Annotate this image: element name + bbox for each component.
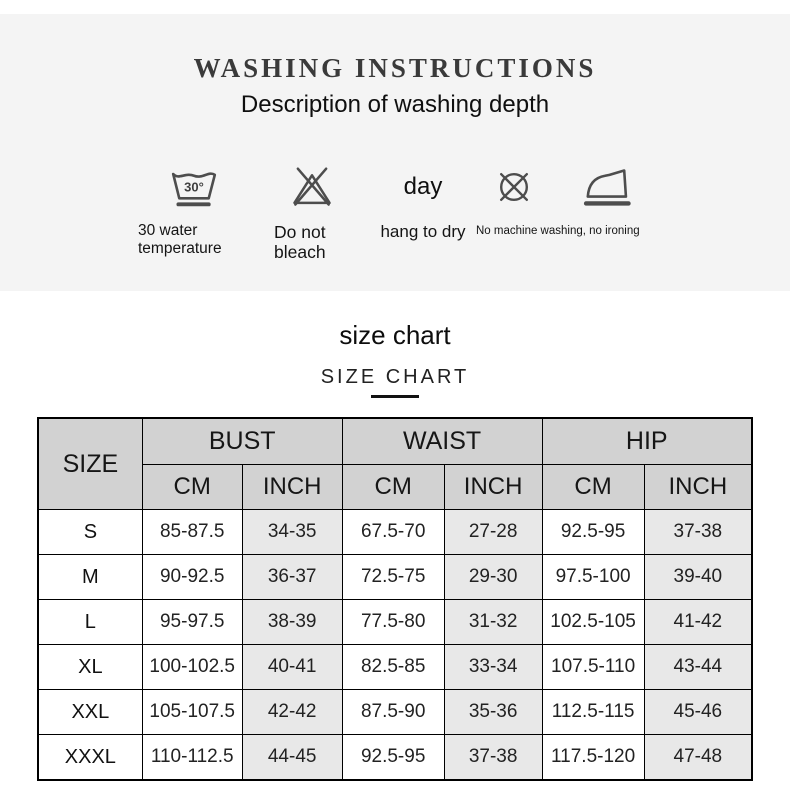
cell-hip-cm: 102.5-105	[542, 600, 644, 645]
care-icons-row	[0, 161, 790, 263]
header-bust: BUST	[142, 418, 342, 465]
header-waist-inch: INCH	[444, 465, 542, 510]
no-ironing-icon	[580, 162, 632, 212]
care-item-machine-iron	[476, 161, 646, 237]
cell-hip-cm: 107.5-110	[542, 645, 644, 690]
cell-bust-cm: 85-87.5	[142, 510, 242, 555]
cell-hip-inch: 43-44	[644, 645, 752, 690]
cell-waist-inch: 29-30	[444, 555, 542, 600]
care-item-hang-dry	[370, 161, 476, 242]
header-bust-inch: INCH	[242, 465, 342, 510]
cell-hip-cm: 97.5-100	[542, 555, 644, 600]
svg-text:30°: 30°	[184, 179, 204, 195]
size-chart-section	[0, 320, 790, 781]
cell-bust-inch: 40-41	[242, 645, 342, 690]
cell-waist-cm: 87.5-90	[342, 690, 444, 735]
header-bust-cm: CM	[142, 465, 242, 510]
do-not-bleach-icon	[287, 162, 337, 212]
table-row	[38, 735, 752, 781]
header-hip-inch: INCH	[644, 465, 752, 510]
size-chart-subtitle: SIZE CHART	[320, 366, 470, 388]
size-chart-title: size chart	[339, 320, 451, 350]
header-size: SIZE	[38, 418, 142, 510]
cell-waist-inch: 27-28	[444, 510, 542, 555]
cell-hip-inch: 45-46	[644, 690, 752, 735]
care-item-temperature	[138, 161, 250, 259]
table-header-units	[38, 465, 752, 510]
cell-bust-inch: 42-42	[242, 690, 342, 735]
cell-bust-cm: 90-92.5	[142, 555, 242, 600]
header-hip: HIP	[542, 418, 752, 465]
cell-waist-inch: 35-36	[444, 690, 542, 735]
no-machine-washing-icon	[490, 163, 538, 211]
cell-size: M	[38, 555, 142, 600]
cell-size: XXXL	[38, 735, 142, 781]
table-row	[38, 690, 752, 735]
header-waist: WAIST	[342, 418, 542, 465]
top-white-strip	[0, 0, 790, 14]
wash-temperature-30-icon	[168, 161, 220, 213]
cell-bust-cm: 105-107.5	[142, 690, 242, 735]
cell-waist-cm: 77.5-80	[342, 600, 444, 645]
cell-bust-inch: 38-39	[242, 600, 342, 645]
cell-waist-cm: 92.5-95	[342, 735, 444, 781]
cell-waist-inch: 31-32	[444, 600, 542, 645]
cell-bust-cm: 110-112.5	[142, 735, 242, 781]
table-row	[38, 600, 752, 645]
cell-hip-inch: 41-42	[644, 600, 752, 645]
bleach-label: Do not bleach	[274, 221, 326, 263]
cell-size: XL	[38, 645, 142, 690]
hang-dry-label: hang to dry	[380, 221, 466, 241]
cell-waist-cm: 82.5-85	[342, 645, 444, 690]
cell-waist-cm: 67.5-70	[342, 510, 444, 555]
header-hip-cm: CM	[542, 465, 644, 510]
cell-size: S	[38, 510, 142, 555]
cell-hip-cm: 92.5-95	[542, 510, 644, 555]
temperature-label: 30 water temperature	[138, 221, 222, 257]
washing-instructions-section	[0, 14, 790, 291]
washing-title: WASHING INSTRUCTIONS	[193, 53, 597, 83]
cell-bust-cm: 100-102.5	[142, 645, 242, 690]
cell-hip-inch: 37-38	[644, 510, 752, 555]
cell-hip-cm: 112.5-115	[542, 690, 644, 735]
cell-hip-cm: 117.5-120	[542, 735, 644, 781]
day-text: day	[403, 172, 443, 200]
table-row	[38, 645, 752, 690]
cell-size: L	[38, 600, 142, 645]
cell-hip-inch: 39-40	[644, 555, 752, 600]
table-row	[38, 555, 752, 600]
cell-waist-cm: 72.5-75	[342, 555, 444, 600]
cell-bust-inch: 34-35	[242, 510, 342, 555]
header-waist-cm: CM	[342, 465, 444, 510]
cell-waist-inch: 37-38	[444, 735, 542, 781]
care-item-bleach	[262, 161, 362, 263]
cell-waist-inch: 33-34	[444, 645, 542, 690]
cell-size: XXL	[38, 690, 142, 735]
cell-bust-inch: 44-45	[242, 735, 342, 781]
washing-subtitle: Description of washing depth	[240, 90, 550, 118]
size-table	[37, 417, 753, 781]
cell-bust-inch: 36-37	[242, 555, 342, 600]
size-chart-underline	[371, 395, 419, 398]
table-row	[38, 510, 752, 555]
cell-bust-cm: 95-97.5	[142, 600, 242, 645]
cell-hip-inch: 47-48	[644, 735, 752, 781]
machine-iron-caption: No machine washing, no ironing	[476, 224, 640, 237]
table-header-groups	[38, 418, 752, 465]
